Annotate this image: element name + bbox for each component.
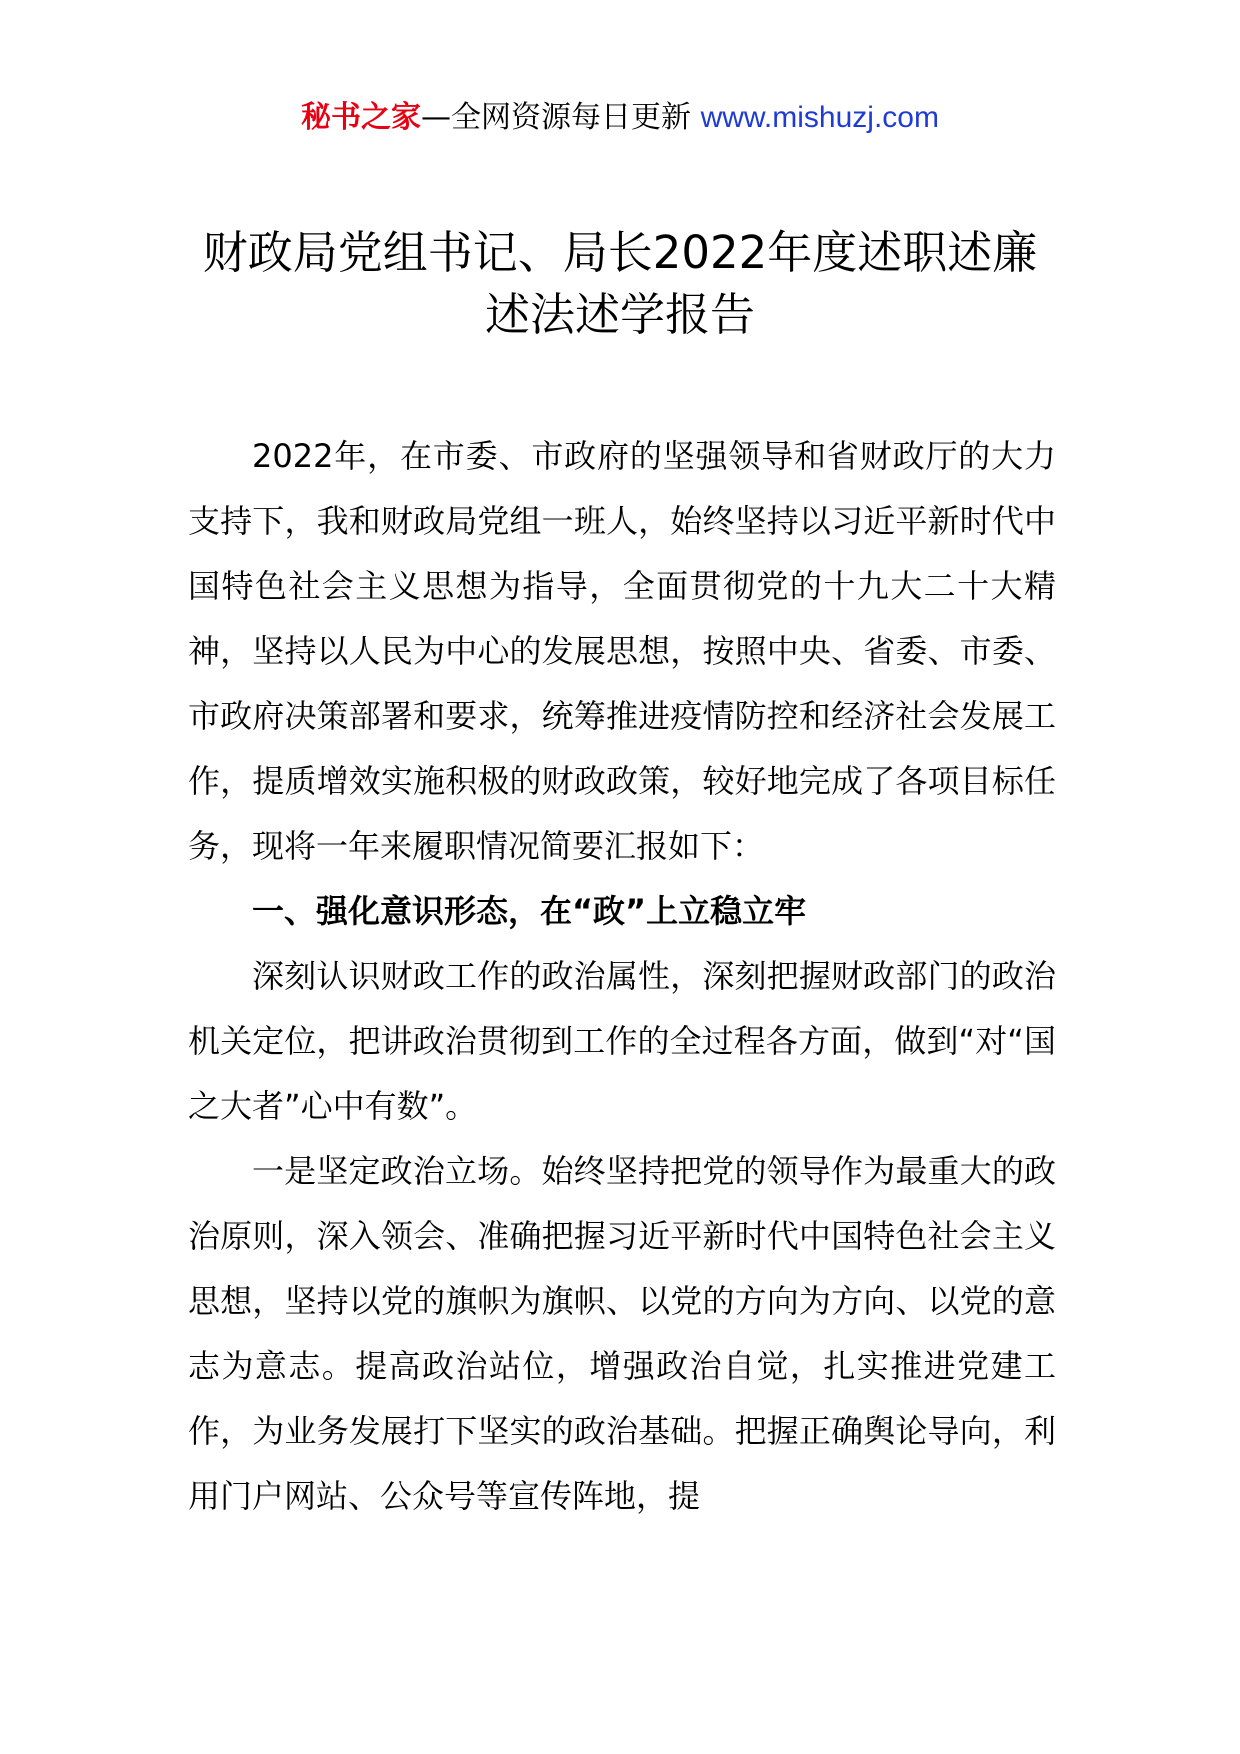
site-brand: 秘书之家 bbox=[301, 100, 422, 135]
document-title-line-1: 财政局党组书记、局长2022年度述职述廉 bbox=[202, 226, 1038, 279]
section-1-intro-paragraph: 深刻认识财政工作的政治属性，深刻把握财政部门的政治机关定位，把讲政治贯彻到工作的全过程各方面，做到“对“国之大者”心中有数”。 bbox=[188, 957, 1056, 1125]
document-body bbox=[188, 424, 1056, 1529]
site-tagline: —全网资源每日更新 bbox=[421, 100, 692, 135]
site-url-link[interactable]: www.mishuzj.com bbox=[700, 101, 939, 134]
site-header bbox=[0, 98, 1240, 138]
intro-paragraph: 2022年，在市委、市政府的坚强领导和省财政厅的大力支持下，我和财政局党组一班人，始终坚持以习近平新时代中国特色社会主义思想为指导，全面贯彻党的十九大二十大精神，坚持以人民为中心的发展思想，按照中央、省委、市委、市政府决策部署和要求，统筹推进疫情防控和经济社会发展工作，提质增效实施积极的财政政策，较好地完成了各项目标任务，现将一年来履职情况简要汇报如下： bbox=[188, 437, 1056, 865]
section-heading-1: 一、强化意识形态，在“政”上立稳立牢 bbox=[252, 892, 807, 930]
document-title bbox=[150, 222, 1090, 346]
document-title-line-2: 述法述学报告 bbox=[484, 288, 755, 341]
section-1-point-1-paragraph: 一是坚定政治立场。始终坚持把党的领导作为最重大的政治原则，深入领会、准确把握习近平新时代中国特色社会主义思想，坚持以党的旗帜为旗帜、以党的方向为方向、以党的意志为意志。提高政治站位，增强政治自觉，扎实推进党建工作，为业务发展打下坚实的政治基础。把握正确舆论导向，利用门户网站、公众号等宣传阵地，提 bbox=[188, 1152, 1056, 1515]
